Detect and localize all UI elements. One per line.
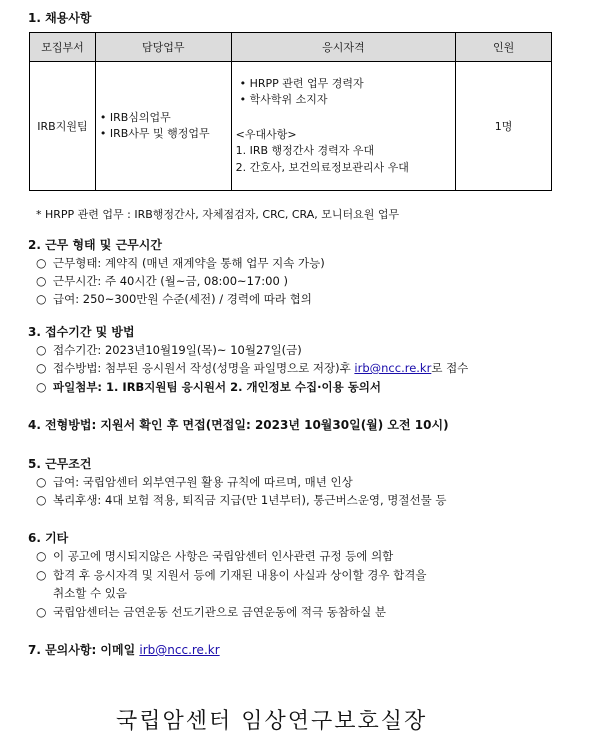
list-item: ○ 파일첨부: 1. IRB지원팀 응시원서 2. 개인정보 수집·이용 동의서 [36,380,382,394]
duty-item: • IRB사무 및 행정업무 [99,127,210,140]
circle-bullet-icon: ○ [36,256,47,270]
cell-headcount: 1명 [456,62,552,191]
recruitment-table [29,32,552,191]
section-2-title: 2. 근무 형태 및 근무시간 [28,238,162,252]
cell-duties [95,62,231,191]
list-item: ○ 근무시간: 주 40시간 (월~금, 08:00~17:00 ) [36,274,288,288]
section-4-title: 4. 전형방법: 지원서 확인 후 면접(면접일: 2023년 10월30일(월) 오전 10시) [28,418,449,432]
preference-item: 1. IRB 행정간사 경력자 우대 [235,144,375,158]
circle-bullet-icon: ○ [36,549,47,563]
list-item-continuation: 취소할 수 있음 [53,586,127,600]
circle-bullet-icon: ○ [36,361,47,375]
header-duties: 담당업무 [95,33,231,62]
circle-bullet-icon: ○ [36,380,47,394]
list-item: ○ 접수기간: 2023년10월19일(목)~ 10월27일(금) [36,343,302,357]
email-link[interactable]: irb@ncc.re.kr [354,361,432,375]
header-department: 모집부서 [30,33,96,62]
list-item: ○ 이 공고에 명시되지않은 사항은 국립암센터 인사관련 규정 등에 의함 [36,549,394,563]
list-item: ○ 급여: 국립암센터 외부연구원 활용 규칙에 따르며, 매년 인상 [36,475,353,489]
table-row [30,62,552,191]
table-header-row [30,33,552,62]
section-1-title: 1. 채용사항 [28,11,92,25]
circle-bullet-icon: ○ [36,475,47,489]
section-6-title: 6. 기타 [28,531,69,545]
preference-item: 2. 간호사, 보건의료정보관리사 우대 [235,160,409,174]
circle-bullet-icon: ○ [36,568,47,582]
qual-item: • 학사학위 소지자 [239,93,328,107]
header-qualifications: 응시자격 [231,33,456,62]
section-7-title: 7. 문의사항: 이메일 irb@ncc.re.kr [28,643,220,657]
circle-bullet-icon: ○ [36,274,47,288]
header-headcount: 인원 [456,33,552,62]
circle-bullet-icon: ○ [36,343,47,357]
section-3-title: 3. 접수기간 및 방법 [28,325,135,339]
cell-department: IRB지원팀 [30,62,96,191]
circle-bullet-icon: ○ [36,493,47,507]
cell-qualifications [231,62,456,191]
list-item: ○ 접수방법: 첨부된 응시원서 작성(성명을 파일명으로 저장)후 irb@ncc.re.kr로 접수 [36,361,469,375]
list-item: ○ 복리후생: 4대 보험 적용, 퇴직금 지급(만 1년부터), 통근버스운영, 명절선물 등 [36,493,447,507]
duty-item: • IRB심의업무 [99,111,171,124]
contact-email-link[interactable]: irb@ncc.re.kr [139,643,220,657]
circle-bullet-icon: ○ [36,605,47,619]
issuer-signature: 국립암센터 임상연구보호실장 [116,709,428,734]
section-5-title: 5. 근무조건 [28,457,92,471]
list-item: ○ 국립암센터는 금연운동 선도기관으로 금연운동에 적극 동참하실 분 [36,605,386,619]
qual-item: • HRPP 관련 업무 경력자 [239,76,364,90]
hrpp-note: * HRPP 관련 업무 : IRB행정간사, 자체점검자, CRC, CRA, 모니터요원 업무 [36,208,400,221]
circle-bullet-icon: ○ [36,292,47,306]
list-item: ○ 합격 후 응시자격 및 지원서 등에 기재된 내용이 사실과 상이할 경우 합격을 [36,568,427,582]
list-item: ○ 근무형태: 계약직 (매년 재계약을 통해 업무 지속 가능) [36,256,325,270]
list-item: ○ 급여: 250~300만원 수준(세전) / 경력에 따라 협의 [36,292,312,306]
preference-title: <우대사항> [235,127,297,141]
